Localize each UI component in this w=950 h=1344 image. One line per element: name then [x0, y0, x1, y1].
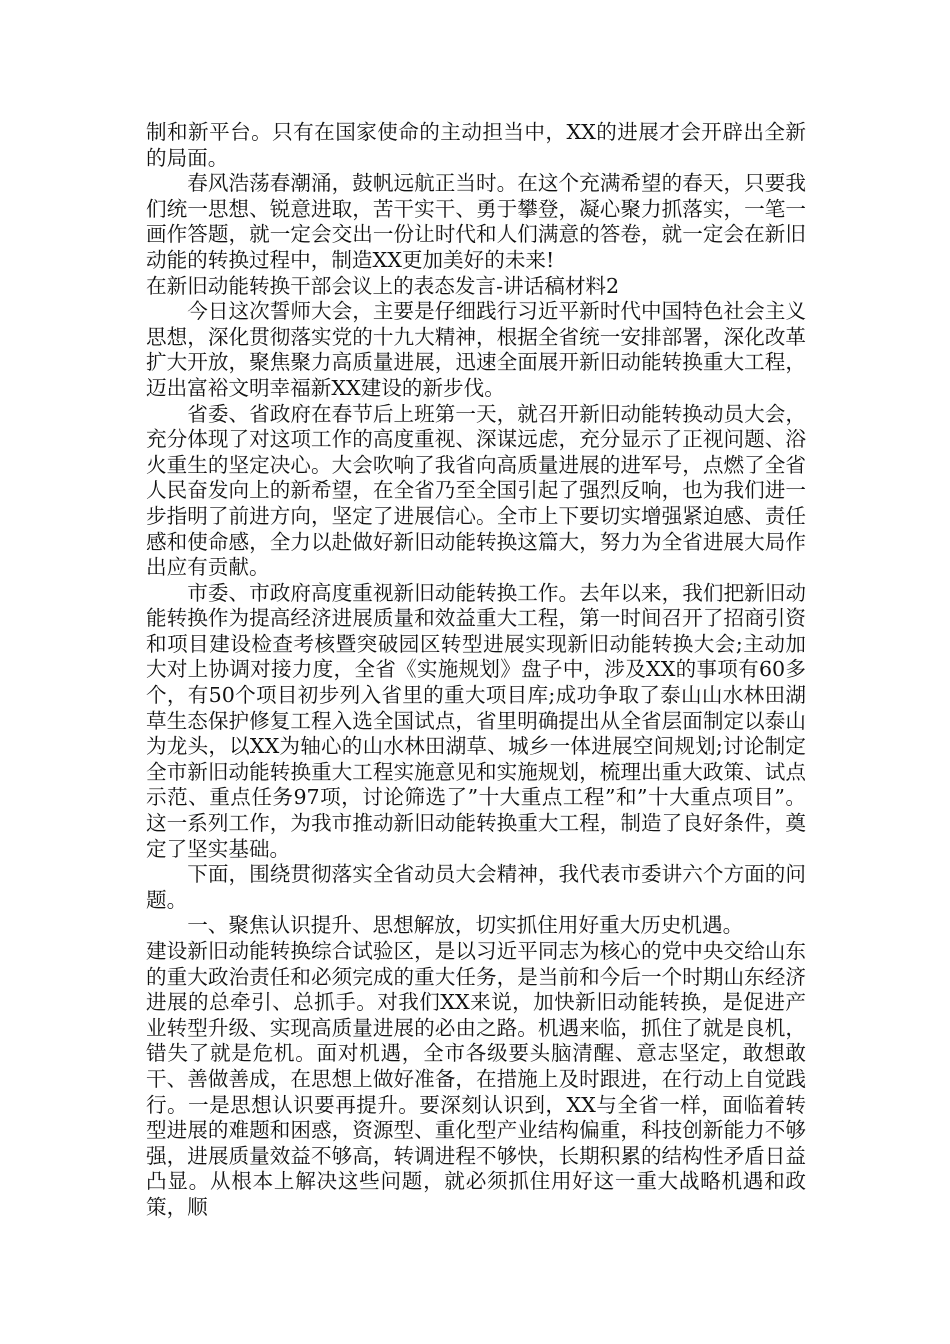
document-body: [146, 120, 806, 1221]
document-title: 在新旧动能转换干部会议上的表态发言-讲话稿材料2: [146, 273, 620, 298]
paragraph-continuation: 制和新平台。只有在国家使命的主动担当中，XX的进展才会开辟出全新的局面。: [146, 120, 806, 170]
paragraph-municipal: 市委、市政府高度重视新旧动能转换工作。去年以来，我们把新旧动能转换作为提高经济进展质量和效益重大工程，第一时间召开了招商引资和项目建设检查考核暨突破园区转型进展实现新旧动能转换大会;主动加大对上协调对接力度，全省《实施规划》盘子中，涉及XX的事项有60多个，有50个项目初步列入省里的重大项目库;成功争取了泰山山水林田湖草生态保护修复工程入选全国试点，省里明确提出从全省层面制定以泰山为龙头，以XX为轴心的山水林田湖草、城乡一体进展空间规划;讨论制定全市新旧动能转换重大工程实施意见和实施规划，梳理出重大政策、试点示范、重点任务97项，讨论筛选了”十大重点工程”和”十大重点项目”。这一系列工作，为我市推动新旧动能转换重大工程，制造了良好条件，奠定了坚实基础。: [146, 580, 806, 861]
paragraph-outline: 下面，围绕贯彻落实全省动员大会精神，我代表市委讲六个方面的问题。: [146, 862, 806, 912]
paragraph-provincial: 省委、省政府在春节后上班第一天，就召开新旧动能转换动员大会，充分体现了对这项工作的高度重视、深谋远虑，充分显示了正视问题、浴火重生的坚定决心。大会吹响了我省向高质量进展的进军号，点燃了全省人民奋发向上的新希望，在全省乃至全国引起了强烈反响，也为我们进一步指明了前进方向，坚定了进展信心。全市上下要切实增强紧迫感、责任感和使命感，全力以赴做好新旧动能转换这篇大，努力为全省进展大局作出应有贡献。: [146, 401, 806, 580]
paragraph-spring: 春风浩荡春潮涌，鼓帆远航正当时。在这个充满希望的春天，只要我们统一思想、锐意进取，苦干实干、勇于攀登，凝心聚力抓落实，一笔一画作答题，就一定会交出一份让时代和人们满意的答卷，就一定会在新旧动能的转换过程中，制造XX更加美好的未来!: [146, 171, 806, 272]
paragraph-section-one: 建设新旧动能转换综合试验区，是以习近平同志为核心的党中央交给山东的重大政治责任和必须完成的重大任务，是当前和今后一个时期山东经济进展的总牵引、总抓手。对我们XX来说，加快新旧动能转换，是促进产业转型升级、实现高质量进展的必由之路。机遇来临，抓住了就是良机，错失了就是危机。面对机遇，全市各级要头脑清醒、意志坚定，敢想敢干、善做善成，在思想上做好准备，在措施上及时跟进，在行动上自觉践行。一是思想认识要再提升。要深刻认识到，XX与全省一样，面临着转型进展的难题和困惑，资源型、重化型产业结构偏重，科技创新能力不够强，进展质量效益不够高，转调进程不够快，长期积累的结构性矛盾日益凸显。从根本上解决这些问题，就必须抓住用好这一重大战略机遇和政策，顺: [146, 939, 806, 1219]
section-heading-one: 一、聚焦认识提升、思想解放，切实抓住用好重大历史机遇。: [187, 913, 744, 938]
paragraph-rally: 今日这次誓师大会，主要是仔细践行习近平新时代中国特色社会主义思想，深化贯彻落实党的十九大精神，根据全省统一安排部署，深化改革扩大开放，聚焦聚力高质量进展，迅速全面展开新旧动能转换重大工程，迈出富裕文明幸福新XX建设的新步伐。: [146, 299, 806, 400]
